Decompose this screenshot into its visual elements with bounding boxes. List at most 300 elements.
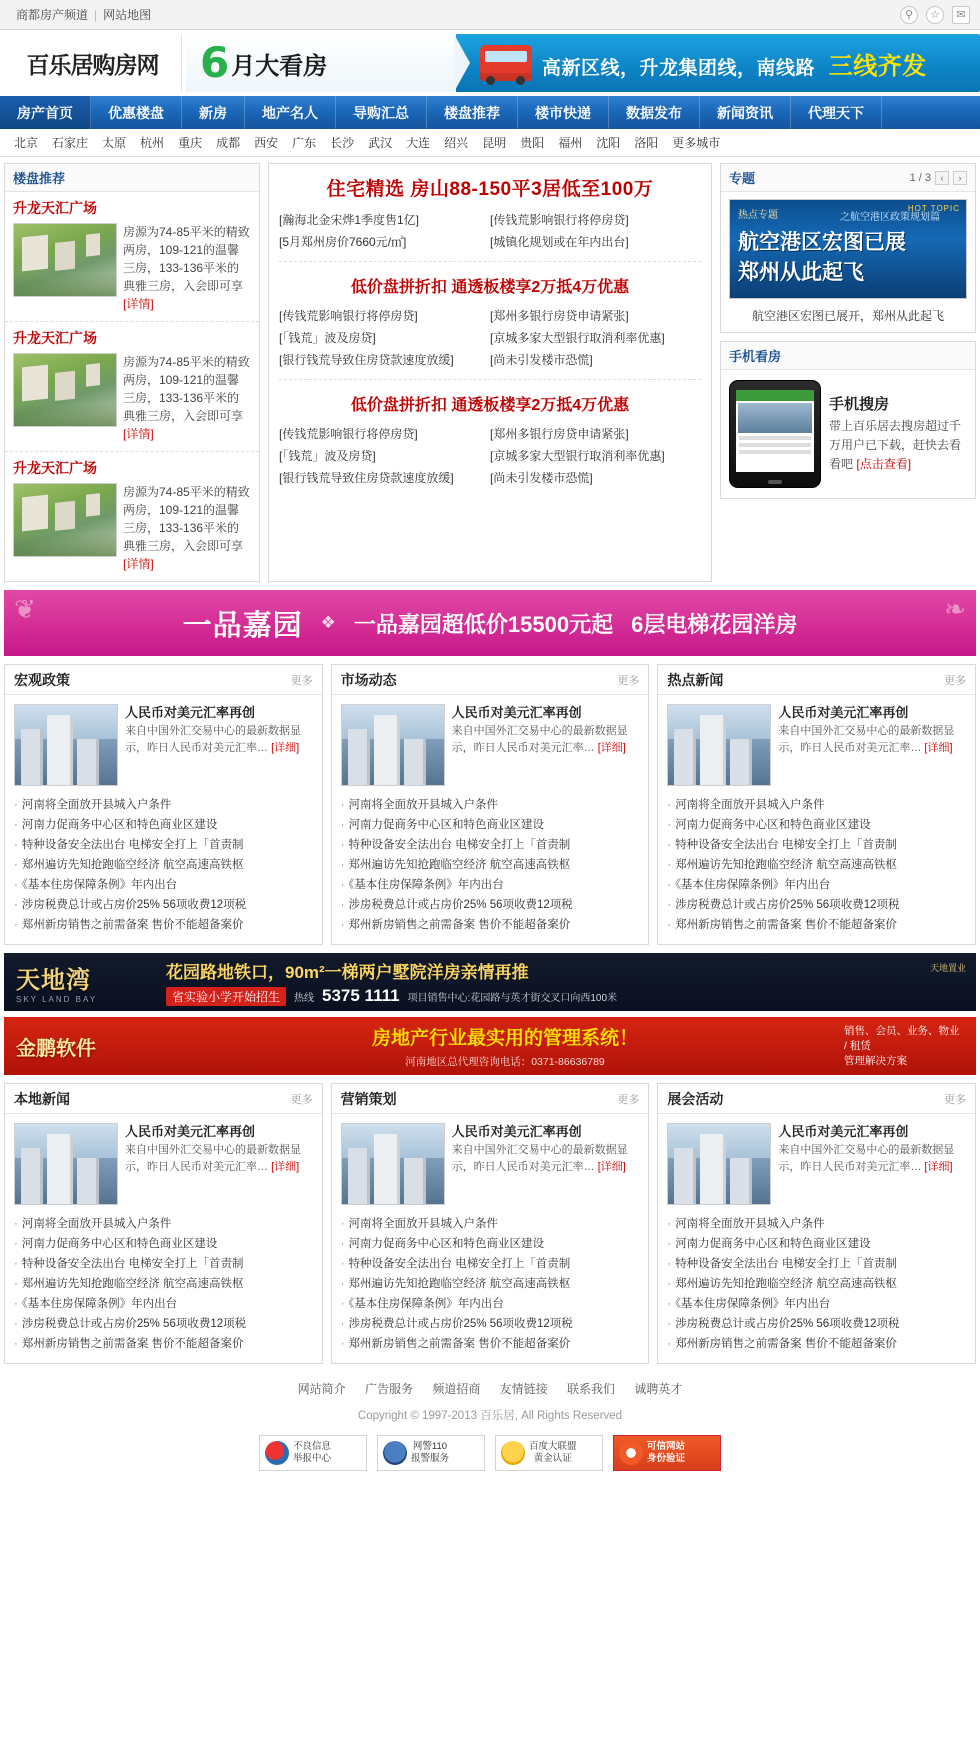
thumb-building [77,739,99,785]
dark-ad-brand [16,960,166,1004]
news-lead[interactable] [658,1114,975,1214]
news-block-title: 市场动态 [340,671,397,688]
headline-link[interactable]: [「钱荒」波及房贷] [279,331,376,345]
headline-link[interactable]: [郑州多银行房贷申请紧张] [490,309,629,323]
thumb-building [374,715,400,785]
list-item[interactable]: · 河南将全面放开县城入户条件 [341,795,640,815]
nav-item-news[interactable]: 新闻资讯 [700,96,791,129]
report-badge[interactable] [259,1435,367,1471]
headline-link[interactable]: [城镇化规划或在年内出台] [490,235,629,249]
gold-badge-icon [501,1441,525,1465]
recommend-desc-text: 房源为74-85平米的精致两房，109-121的温馨三房，133-136平米的典雅三房，入会即可享 [123,485,250,553]
news-lead[interactable] [5,695,322,795]
headline-link[interactable]: [传钱荒影响银行将停房贷] [279,427,418,441]
city-buildings-thumb [341,1123,445,1205]
phone-app-bar [736,390,814,401]
headline-link[interactable]: [瀚海北金宋烨1季度售1亿] [279,213,420,227]
list-item[interactable]: · 特种设备安全法出台 电梯安全打上「首责制 [667,835,966,855]
list-item[interactable]: · 河南力促商务中心区和特色商业区建设 [341,815,640,835]
pink-banner-ad[interactable] [4,590,976,656]
recommend-detail-link[interactable]: [详情] [123,427,154,441]
news-lead-text [452,1123,640,1205]
list-item[interactable]: · 郑州新房销售之前需备案 售价不能超备案价 [667,915,966,935]
header-banner-text [542,46,927,81]
recommend-detail-link[interactable]: [详情] [123,557,154,571]
trust-badge-line1: 可信网站 [647,1441,686,1452]
city-link-15[interactable]: 沈阳 [596,136,621,150]
thumb-building [700,1134,726,1204]
nav-item-agency[interactable]: 代理天下 [791,96,882,129]
headline-panel [268,163,712,582]
special-topic-stamp: 热点专题 [738,210,778,221]
red-ad-side-line2: 管理解决方案 [844,1054,907,1067]
mobile-title: 手机看房 [729,349,782,364]
special-topic-line2: 郑州从此起飞 [738,261,864,284]
news-lead-summary: 来自中国外汇交易中心的最新数据显示，昨日人民币对美元汇率… [778,725,955,754]
city-link-2[interactable]: 太原 [102,136,127,150]
nav-item-discount[interactable]: 优惠楼盘 [91,96,182,129]
police-badge-text [411,1441,449,1465]
city-link-10[interactable]: 大连 [406,136,431,150]
nav-item-home[interactable]: 房产首页 [0,96,91,129]
list-item[interactable] [5,192,259,322]
mobile-panel [720,341,976,499]
special-topic-caption[interactable]: 航空港区宏图已展开，郑州从此起飞 [751,309,944,323]
nav-item-data[interactable]: 数据发布 [609,96,700,129]
news-lead-detail-link[interactable]: [详细] [924,742,953,754]
search-icon[interactable]: ⚲ [900,6,918,24]
list-item[interactable]: · 郑州遍访先知抢跑临空经济 航空高速高铁枢 [667,855,966,875]
site-footer [0,1364,980,1491]
city-link-12[interactable]: 昆明 [482,136,507,150]
headline-secondary[interactable]: 低价盘拼折扣 通透板楼享2万抵4万优惠 [350,279,630,296]
headline-links-group-2 [279,305,701,371]
thumb-building [77,1158,99,1204]
footer-link-friendlinks[interactable]: 友情链接 [499,1382,548,1396]
special-topic-line1: 航空港区宏图已展 [738,231,906,254]
city-link-6[interactable]: 西安 [254,136,279,150]
thumb-building [404,1158,426,1204]
list-item[interactable]: · 特种设备安全法出台 电梯安全打上「首责制 [14,1254,313,1274]
recommend-panel [4,163,260,582]
list-item[interactable]: · 涉房税费总计或占房价25% 56项收费12项税 [14,1314,313,1334]
list-item[interactable]: · 郑州新房销售之前需备案 售价不能超备案价 [14,1334,313,1354]
news-lead-detail-link[interactable]: [详细] [271,1161,300,1173]
news-list [5,1214,322,1363]
news-block-title: 本地新闻 [14,1090,70,1107]
favorite-star-icon[interactable]: ☆ [926,6,944,24]
news-block-header [658,665,975,695]
recommend-desc [123,353,251,443]
thumb-building [700,715,726,785]
news-lead-text [778,1123,966,1205]
list-item[interactable]: · 河南将全面放开县城入户条件 [341,1214,640,1234]
more-link[interactable]: 更多 [290,674,313,687]
headline-content [269,164,711,497]
red-ad-center [166,1023,844,1069]
headline-link[interactable]: [尚未引发楼市恐慌] [490,471,593,485]
topbar-link-channel[interactable]: 商都房产频道 [16,8,89,22]
city-link-8[interactable]: 长沙 [330,136,355,150]
city-buildings-thumb [667,1123,771,1205]
main-nav [0,96,980,129]
news-block-title: 热点新闻 [667,671,724,688]
list-item[interactable]: · 郑州遍访先知抢跑临空经济 航空高速高铁枢 [14,1274,313,1294]
police-badge[interactable] [377,1435,485,1471]
headline-links-group-3 [279,423,701,489]
list-item[interactable]: · 河南力促商务中心区和特色商业区建设 [667,1234,966,1254]
list-item[interactable]: · 《基本住房保障条例》年内出台 [667,875,966,895]
headline-link[interactable]: [郑州多银行房贷申请紧张] [490,427,629,441]
recommend-name[interactable]: 升龙天汇广场 [13,330,97,346]
news-lead-summary: 来自中国外汇交易中心的最新数据显示，昨日人民币对美元汇率… [451,725,628,754]
ornament-right-icon: ❧ [944,594,966,624]
list-item[interactable]: · 河南力促商务中心区和特色商业区建设 [14,815,313,835]
red-ad-side-line1: 销售、会员、业务、物业 / 租赁 [844,1024,960,1052]
nav-item-recommend[interactable]: 楼盘推荐 [427,96,518,129]
city-link-11[interactable]: 绍兴 [444,136,469,150]
list-item[interactable]: · 河南将全面放开县城入户条件 [14,1214,313,1234]
phone-app-image [738,403,812,433]
list-item[interactable]: · 《基本住房保障条例》年内出台 [14,1294,313,1314]
news-list [332,1214,649,1363]
phone-screen [736,390,814,472]
list-item[interactable]: · 郑州新房销售之前需备案 售价不能超备案价 [667,1334,966,1354]
thumb-building [348,729,370,785]
report-badge-icon [265,1441,289,1465]
footer-links [0,1380,980,1397]
headline-main[interactable]: 住宅精选 房山88-150平3居低至100万 [326,179,654,200]
red-banner-ad[interactable] [4,1017,976,1075]
pink-ad-text2: 6层电梯花园洋房 [631,611,798,637]
city-buildings-thumb [14,704,118,786]
mobile-link[interactable]: [点击查看] [856,456,912,471]
list-item[interactable]: · 涉房税费总计或占房价25% 56项收费12项税 [341,895,640,915]
dark-ad-corner-logo: 天地置业 [929,963,966,973]
nav-item-express[interactable]: 楼市快递 [518,96,609,129]
list-item[interactable]: · 河南将全面放开县城入户条件 [14,795,313,815]
list-item[interactable]: · 涉房税费总计或占房价25% 56项收费12项税 [14,895,313,915]
news-lead-summary: 来自中国外汇交易中心的最新数据显示，昨日人民币对美元汇率… [125,1144,301,1173]
dark-banner-ad[interactable] [4,953,976,1011]
phone-app-line [739,450,811,454]
report-badge-line2: 举报中心 [293,1453,332,1464]
list-item[interactable]: · 《基本住房保障条例》年内出台 [341,875,640,895]
headline-links-group-1 [279,209,701,253]
news-lead-detail-link[interactable]: [详细] [271,742,300,754]
news-block-title: 宏观政策 [14,671,70,688]
gold-badge-line1: 百度大联盟 [529,1441,577,1452]
list-item[interactable]: · 郑州新房销售之前需备案 售价不能超备案价 [341,915,640,935]
city-buildings-thumb [667,704,771,786]
nav-item-celebrity[interactable]: 地产名人 [245,96,336,129]
news-list [658,1214,975,1363]
recommend-body [13,223,251,313]
news-lead-text [125,1123,313,1205]
special-topic-panel [720,163,976,333]
nav-item-guide[interactable]: 导购汇总 [336,96,427,129]
thumb-building [674,1148,696,1204]
site-logo-text: 百乐居购房网 [26,52,159,79]
ornament-left-icon: ❦ [14,594,36,624]
city-link-9[interactable]: 武汉 [368,136,393,150]
headline-link[interactable]: [尚未引发楼市恐慌] [490,353,593,367]
dark-ad-tag: 省实验小学开始招生 [166,987,286,1006]
topbar-icons [900,6,970,24]
recommend-body [13,483,251,573]
list-item[interactable]: · 河南将全面放开县城入户条件 [667,1214,966,1234]
list-item[interactable] [5,452,259,581]
news-block-header [658,1084,975,1114]
news-lead-title[interactable]: 人民币对美元汇率再创 [451,705,582,720]
news-lead-detail-link[interactable]: [详细] [597,742,626,754]
list-item[interactable]: · 河南将全面放开县城入户条件 [667,795,966,815]
recommend-header [5,164,259,192]
site-logo[interactable] [4,34,182,92]
footer-link-channel[interactable]: 频道招商 [432,1382,481,1396]
news-block-header [332,665,649,695]
list-item[interactable]: · 郑州遍访先知抢跑临空经济 航空高速高铁枢 [341,1274,640,1294]
mobile-text [829,395,967,474]
pink-ad-separator-icon: ❖ [320,613,336,632]
recommend-desc [123,483,251,573]
city-link-13[interactable]: 贵阳 [520,136,545,150]
police-badge-icon [383,1441,407,1465]
news-block-local-news [4,1083,323,1364]
red-ad-brand: 金鹏软件 [16,1037,96,1060]
recommend-name[interactable]: 升龙天汇广场 [13,200,97,216]
red-ad-sub: 河南地区总代理咨询电话：0371-86636789 [405,1056,605,1068]
bus-icon [480,45,532,81]
news-lead-text [125,704,313,786]
thumb-building [374,1134,400,1204]
dark-ad-headline: 花园路地铁口，90m²一梯两户墅院洋房亲情再推 [166,963,529,982]
dark-ad-phone-label: 热线 [294,992,315,1004]
headline-link[interactable]: [银行钱荒导致住房贷款速度放缓] [279,353,454,367]
footer-link-jobs[interactable]: 诚聘英才 [634,1382,683,1396]
city-link-7[interactable]: 广东 [292,136,317,150]
pink-ad-name: 一品嘉园 [182,609,303,642]
headline-link[interactable]: [传钱荒影响银行将停房贷] [279,309,418,323]
headline-link[interactable]: [5月郑州房价7660元/㎡] [279,235,407,249]
topbar-separator: | [94,7,98,22]
city-link-1[interactable]: 石家庄 [52,136,89,150]
header-banner-ad[interactable] [186,34,980,92]
divider [279,379,701,380]
city-link-0[interactable]: 北京 [14,136,39,150]
thumb-building [730,1158,752,1204]
phone-app-line [739,436,811,440]
red-ad-headline: 房地产行业最实用的管理系统！ [371,1028,638,1049]
news-lead-title[interactable]: 人民币对美元汇率再创 [778,1124,909,1139]
news-block-market-trends [331,664,650,945]
list-item[interactable]: · 郑州遍访先知抢跑临空经济 航空高速高铁枢 [667,1274,966,1294]
list-item[interactable]: · 河南力促商务中心区和特色商业区建设 [667,815,966,835]
list-item[interactable]: · 涉房税费总计或占房价25% 56项收费12项税 [667,1314,966,1334]
special-topic-header [721,164,975,192]
thumb-building [674,729,696,785]
dark-ad-body [166,958,617,1006]
mobile-header [721,342,975,370]
dark-ad-subline [166,986,617,1006]
city-link-14[interactable]: 福州 [558,136,583,150]
city-link-16[interactable]: 洛阳 [634,136,659,150]
news-block-header [5,1084,322,1114]
thumb-building [47,715,73,785]
city-link-more[interactable]: 更多城市 [672,136,721,150]
phone-app-line [739,443,811,447]
community-aerial-thumb [13,223,117,297]
mobile-heading: 手机搜房 [829,395,890,413]
recommend-desc-text: 房源为74-85平米的精致两房，109-121的温馨三房，133-136平米的典雅三房，入会即可享 [123,355,250,423]
recommend-detail-link[interactable]: [详情] [123,297,154,311]
thumb-building [21,1148,43,1204]
report-badge-line1: 不良信息 [293,1441,332,1452]
top-bar [0,0,980,30]
news-lead-title[interactable]: 人民币对美元汇率再创 [125,705,256,720]
police-badge-line1: 网警110 [412,1441,448,1452]
news-lead-title[interactable]: 人民币对美元汇率再创 [125,1124,256,1139]
news-lead[interactable] [658,695,975,795]
dark-ad-brand-name: 天地湾 [16,967,91,994]
thumb-building [404,739,426,785]
list-item[interactable]: · 特种设备安全法出台 电梯安全打上「首责制 [341,835,640,855]
footer-link-ads[interactable]: 广告服务 [364,1382,413,1396]
list-item[interactable]: · 郑州新房销售之前需备案 售价不能超备案价 [341,1334,640,1354]
thumb-building [21,729,43,785]
police-badge-line2: 报警服务 [411,1453,450,1464]
news-lead-text [778,704,966,786]
site-header [0,30,980,96]
thumb-building [730,739,752,785]
list-item[interactable] [5,322,259,452]
news-list [5,795,322,944]
header-banner-left [186,34,456,92]
list-item[interactable]: · 郑州遍访先知抢跑临空经济 航空高速高铁枢 [14,855,313,875]
news-lead-title[interactable]: 人民币对美元汇率再创 [778,705,909,720]
news-lead-detail-link[interactable]: [详细] [597,1161,626,1173]
page-indicator: 1 / 3 [909,171,931,184]
smartphone-icon [729,380,821,488]
report-badge-text [293,1441,331,1465]
list-item[interactable]: · 郑州遍访先知抢跑临空经济 航空高速高铁枢 [341,855,640,875]
topbar-link-sitemap[interactable]: 网站地图 [103,8,152,22]
special-topic-image[interactable] [729,199,967,299]
city-link-5[interactable]: 成都 [216,136,241,150]
news-lead-detail-link[interactable]: [详细] [924,1161,953,1173]
gold-badge-line2: 黄金认证 [533,1453,572,1464]
nav-item-newhouse[interactable]: 新房 [182,96,245,129]
list-item[interactable]: · 特种设备安全法出台 电梯安全打上「首责制 [667,1254,966,1274]
news-block-title: 展会活动 [667,1090,724,1107]
divider [279,261,701,262]
header-banner-month-label: 月大看房 [231,52,328,80]
city-link-3[interactable]: 杭州 [140,136,165,150]
header-banner-month: 6 [200,38,230,87]
special-topic-kicker: 之航空港区政策规划篇 [840,212,940,223]
news-lead[interactable] [332,1114,649,1214]
news-block-exhibition-events [657,1083,976,1364]
recommend-name[interactable]: 升龙天汇广场 [13,460,97,476]
gold-badge-text [529,1441,577,1465]
headline-link[interactable]: [传钱荒影响银行将停房贷] [490,213,629,227]
header-banner-arrow-shape [454,34,470,92]
trust-badge-line2: 身份验证 [647,1453,686,1464]
footer-link-contact[interactable]: 联系我们 [567,1382,616,1396]
more-link[interactable]: 更多 [617,1093,640,1106]
city-buildings-thumb [341,704,445,786]
list-item[interactable]: · 涉房税费总计或占房价25% 56项收费12项税 [667,895,966,915]
news-block-title: 营销策划 [340,1090,397,1107]
thumb-building [47,1134,73,1204]
list-item[interactable]: · 河南力促商务中心区和特色商业区建设 [341,1234,640,1254]
list-item[interactable]: · 河南力促商务中心区和特色商业区建设 [14,1234,313,1254]
headline-link[interactable]: [「钱荒」波及房贷] [279,449,376,463]
news-lead-summary: 来自中国外汇交易中心的最新数据显示，昨日人民币对美元汇率… [125,725,301,754]
list-item[interactable]: · 特种设备安全法出台 电梯安全打上「首责制 [14,835,313,855]
news-block-marketing-planning [331,1083,650,1364]
thumb-building [348,1148,370,1204]
news-list [658,795,975,944]
footer-badges [0,1435,980,1485]
list-item[interactable]: · 《基本住房保障条例》年内出台 [667,1294,966,1314]
news-block-hot-news [657,664,976,945]
news-lead-text [452,704,640,786]
gold-badge[interactable] [495,1435,603,1471]
list-item[interactable]: · 《基本住房保障条例》年内出台 [341,1294,640,1314]
community-aerial-thumb [13,353,117,427]
trust-badge[interactable] [613,1435,721,1471]
headline-link[interactable]: [京城多家大型银行取消利率优惠] [490,449,665,463]
list-item[interactable]: · 涉房税费总计或占房价25% 56项收费12项税 [341,1314,640,1334]
news-lead[interactable] [5,1114,322,1214]
news-lead-summary: 来自中国外汇交易中心的最新数据显示，昨日人民币对美元汇率… [451,1144,628,1173]
chevron-left-icon[interactable]: ‹ [935,171,949,185]
headline-tertiary[interactable]: 低价盘拼折扣 通透板楼享2万抵4万优惠 [350,397,630,414]
footer-copyright: Copyright © 1997-2013 百乐居, All Rights Reserved [357,1410,623,1422]
city-bar [0,129,980,157]
mail-icon[interactable]: ✉ [952,6,970,24]
list-item[interactable]: · 郑州新房销售之前需备案 售价不能超备案价 [14,915,313,935]
list-item[interactable]: · 特种设备安全法出台 电梯安全打上「首责制 [341,1254,640,1274]
headline-link[interactable]: [京城多家大型银行取消利率优惠] [490,331,665,345]
chevron-right-icon[interactable]: › [953,171,967,185]
city-link-4[interactable]: 重庆 [178,136,203,150]
hot-topic-badge: HOT TOPIC [907,204,960,213]
recommend-desc [123,223,251,313]
more-link[interactable]: 更多 [617,674,640,687]
news-lead-title[interactable]: 人民币对美元汇率再创 [451,1124,582,1139]
main-top-row [0,157,980,582]
trust-badge-text [647,1441,685,1465]
special-topic-title: 专题 [729,171,756,186]
recommend-title: 楼盘推荐 [13,171,66,186]
recommend-body [13,353,251,443]
dark-ad-address: 项目销售中心:花园路与英才街交叉口向西100米 [407,992,618,1004]
right-column [720,163,976,582]
more-link[interactable]: 更多 [944,674,967,687]
list-item[interactable]: · 《基本住房保障条例》年内出台 [14,875,313,895]
news-list [332,795,649,944]
community-aerial-thumb [13,483,117,557]
news-lead[interactable] [332,695,649,795]
news-row-top [0,656,980,945]
trust-badge-icon [619,1441,643,1465]
headline-link[interactable]: [银行钱荒导致住房贷款速度放缓] [279,471,454,485]
more-link[interactable]: 更多 [290,1093,313,1106]
footer-link-about[interactable]: 网站简介 [297,1382,346,1396]
more-link[interactable]: 更多 [944,1093,967,1106]
